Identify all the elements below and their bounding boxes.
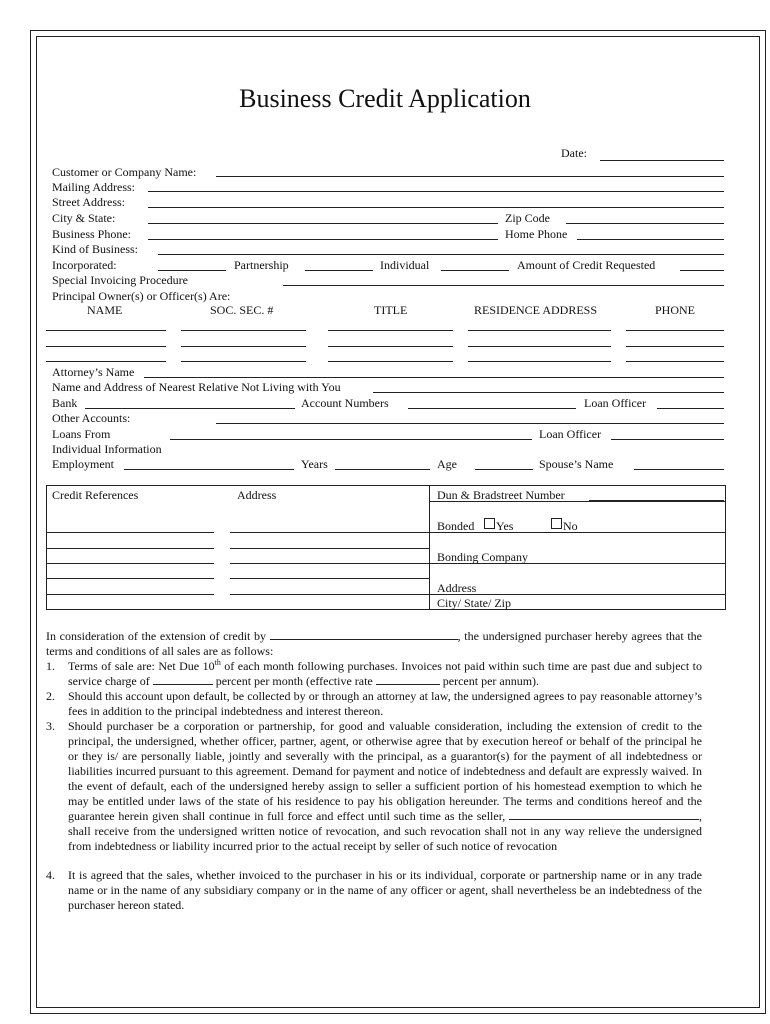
- credit-reference-field[interactable]: [46, 578, 214, 579]
- credit-address-label: Address: [237, 488, 277, 502]
- owners-header-ssn: SOC. SEC. #: [210, 303, 274, 317]
- owner-phone-field[interactable]: [626, 330, 724, 331]
- individual-field[interactable]: [441, 270, 509, 271]
- other-accounts-label: Other Accounts:: [52, 411, 131, 425]
- credit-address-field[interactable]: [230, 563, 429, 564]
- bonding-address-label: Address: [437, 581, 477, 595]
- street-address-field[interactable]: [148, 207, 724, 208]
- owner-residence-field[interactable]: [468, 330, 611, 331]
- amount-credit-field[interactable]: [680, 270, 724, 271]
- amount-credit-label: Amount of Credit Requested: [517, 258, 656, 272]
- individual-label: Individual: [380, 258, 430, 272]
- zip-code-field[interactable]: [566, 223, 724, 224]
- owners-header-phone: PHONE: [655, 303, 696, 317]
- street-address-label: Street Address:: [52, 195, 125, 209]
- employment-field[interactable]: [124, 469, 294, 470]
- mailing-address-label: Mailing Address:: [52, 180, 135, 194]
- special-invoicing-label: Special Invoicing Procedure: [52, 273, 188, 287]
- page-title: Business Credit Application: [239, 84, 531, 113]
- home-phone-field[interactable]: [577, 239, 724, 240]
- principal-owners-label: Principal Owner(s) or Officer(s) Are:: [52, 289, 231, 303]
- loan-officer-label-2: Loan Officer: [539, 427, 602, 441]
- credit-box-rule: [429, 501, 725, 502]
- seller-name-field[interactable]: [509, 809, 699, 820]
- age-label: Age: [437, 457, 457, 471]
- other-accounts-field[interactable]: [216, 423, 724, 424]
- bank-field[interactable]: [85, 408, 295, 409]
- credit-reference-field[interactable]: [46, 532, 214, 533]
- mailing-address-field[interactable]: [148, 191, 724, 192]
- incorporated-field[interactable]: [158, 270, 226, 271]
- bank-label: Bank: [52, 396, 78, 410]
- customer-name-field[interactable]: [216, 176, 724, 177]
- loan-officer-field-1[interactable]: [657, 408, 724, 409]
- partnership-label: Partnership: [234, 258, 289, 272]
- years-field[interactable]: [335, 469, 430, 470]
- date-field[interactable]: [600, 160, 724, 161]
- owners-header-residence: RESIDENCE ADDRESS: [474, 303, 598, 317]
- owner-name-field[interactable]: [46, 346, 166, 347]
- credit-address-field[interactable]: [230, 594, 429, 595]
- credit-box-rule: [429, 532, 725, 533]
- account-numbers-field[interactable]: [408, 408, 576, 409]
- customer-name-label: Customer or Company Name:: [52, 165, 197, 179]
- owner-phone-field[interactable]: [626, 346, 724, 347]
- owner-name-field[interactable]: [46, 361, 166, 362]
- bonding-address-field[interactable]: [429, 594, 725, 595]
- owner-ssn-field[interactable]: [181, 361, 306, 362]
- owner-title-field[interactable]: [328, 330, 453, 331]
- terms-intro: In consideration of the extension of credit by , the undersigned purchaser hereby agrees that the terms and conditions of all sales are as follows:: [46, 629, 702, 658]
- attorney-field[interactable]: [144, 377, 724, 378]
- owner-phone-field[interactable]: [626, 361, 724, 362]
- date-label: Date:: [561, 146, 587, 160]
- special-invoicing-field[interactable]: [283, 285, 724, 286]
- owner-title-field[interactable]: [328, 346, 453, 347]
- employment-label: Employment: [52, 457, 114, 471]
- effective-rate-field[interactable]: [376, 674, 440, 685]
- bonded-no-checkbox[interactable]: [551, 518, 562, 529]
- partnership-field[interactable]: [305, 270, 373, 271]
- kind-of-business-label: Kind of Business:: [52, 242, 139, 256]
- credit-reference-field[interactable]: [46, 548, 214, 549]
- owner-residence-field[interactable]: [468, 346, 611, 347]
- credit-box-divider: [429, 485, 430, 610]
- attorney-label: Attorney’s Name: [52, 365, 135, 379]
- business-phone-label: Business Phone:: [52, 227, 132, 241]
- credit-reference-field[interactable]: [46, 594, 214, 595]
- individual-info-label: Individual Information: [52, 442, 162, 456]
- credit-address-field[interactable]: [230, 532, 429, 533]
- bonding-company-label: Bonding Company: [437, 550, 529, 564]
- loan-officer-field-2[interactable]: [611, 439, 724, 440]
- service-charge-field[interactable]: [153, 674, 213, 685]
- home-phone-label: Home Phone: [505, 227, 568, 241]
- spouse-name-field[interactable]: [634, 469, 724, 470]
- credit-address-field[interactable]: [230, 548, 429, 549]
- years-label: Years: [301, 457, 328, 471]
- loan-officer-label-1: Loan Officer: [584, 396, 647, 410]
- owner-ssn-field[interactable]: [181, 346, 306, 347]
- owner-ssn-field[interactable]: [181, 330, 306, 331]
- credit-address-field[interactable]: [230, 578, 429, 579]
- bonded-yes-label: Yes: [496, 519, 514, 533]
- spouse-name-label: Spouse’s Name: [539, 457, 614, 471]
- creditor-name-field[interactable]: [270, 629, 458, 640]
- loans-from-field[interactable]: [170, 439, 532, 440]
- city-state-zip-label: City/ State/ Zip: [437, 596, 511, 610]
- incorporated-label: Incorporated:: [52, 258, 117, 272]
- account-numbers-label: Account Numbers: [301, 396, 389, 410]
- nearest-relative-label: Name and Address of Nearest Relative Not Living with You: [52, 380, 341, 394]
- bonded-no-label: No: [563, 519, 578, 533]
- credit-references-label: Credit References: [52, 488, 139, 502]
- owners-header-title: TITLE: [374, 303, 408, 317]
- zip-code-label: Zip Code: [505, 211, 550, 225]
- credit-reference-field[interactable]: [46, 563, 214, 564]
- business-phone-field[interactable]: [148, 239, 498, 240]
- city-state-label: City & State:: [52, 211, 116, 225]
- bonded-label: Bonded: [437, 519, 475, 533]
- owner-title-field[interactable]: [328, 361, 453, 362]
- loans-from-label: Loans From: [52, 427, 111, 441]
- bonded-yes-checkbox[interactable]: [484, 518, 495, 529]
- nearest-relative-field[interactable]: [373, 392, 724, 393]
- bonding-company-field[interactable]: [429, 563, 725, 564]
- dun-bradstreet-label: Dun & Bradstreet Number: [437, 488, 565, 502]
- owner-name-field[interactable]: [46, 330, 166, 331]
- owner-residence-field[interactable]: [468, 361, 611, 362]
- owners-header-name: NAME: [87, 303, 123, 317]
- kind-of-business-field[interactable]: [158, 254, 724, 255]
- age-field[interactable]: [475, 469, 533, 470]
- city-state-field[interactable]: [148, 223, 498, 224]
